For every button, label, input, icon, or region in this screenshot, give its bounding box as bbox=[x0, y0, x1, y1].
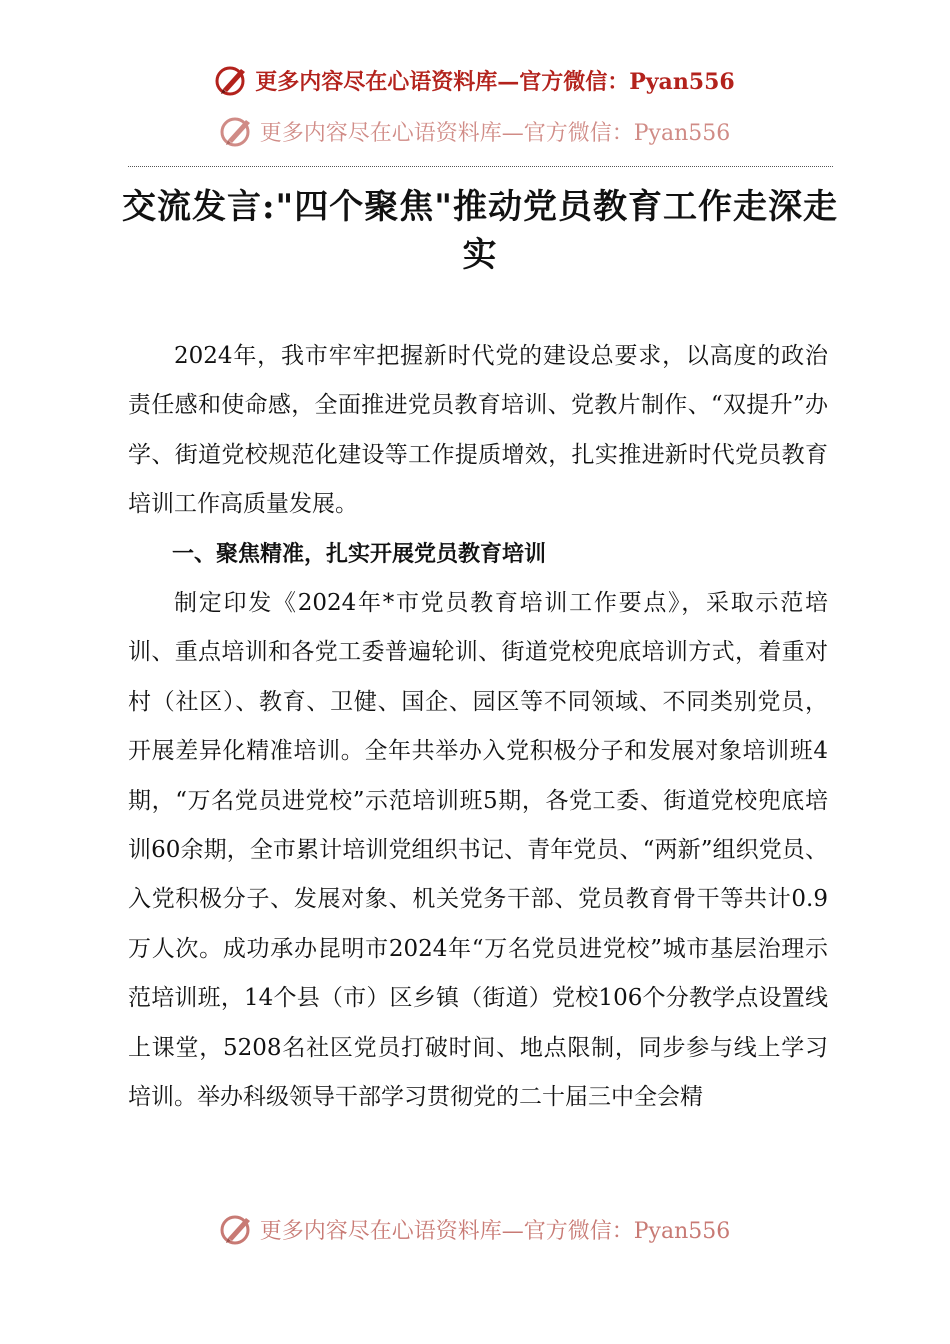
banner-text: 更多内容尽在心语资料库—官方微信：Pyan556 bbox=[255, 68, 735, 95]
footer-banner bbox=[0, 1209, 950, 1249]
pen-logo-icon bbox=[215, 63, 249, 97]
banner-text: 更多内容尽在心语资料库—官方微信：Pyan556 bbox=[259, 1218, 731, 1244]
header-banner-primary bbox=[0, 60, 950, 100]
header-divider bbox=[128, 166, 833, 167]
banner-text: 更多内容尽在心语资料库—官方微信：Pyan556 bbox=[259, 120, 731, 146]
section-heading: 一、聚焦精准，扎实开展党员教育培训 bbox=[172, 541, 547, 567]
body-paragraph: 2024年，我市牢牢把握新时代党的建设总要求，以高度的政治责任感和使命感，全面推进党员教育培训、党教片制作、“双提升”办学、街道党校规范化建设等工作提质增效，扎实推进新时代党员教育培训工作高质量发展。 bbox=[128, 343, 828, 518]
document-body bbox=[128, 332, 828, 1123]
body-paragraph: 制定印发《2024年*市党员教育培训工作要点》，采取示范培训、重点培训和各党工委普遍轮训、街道党校兜底培训方式，着重对村（社区）、教育、卫健、国企、园区等不同领域、不同类别党员，开展差异化精准培训。全年共举办入党积极分子和发展对象培训班4期，“万名党员进党校”示范培训班5期，各党工委、街道党校兜底培训60余期，全市累计培训党组织书记、青年党员、“两新”组织党员、入党积极分子、发展对象、机关党务干部、党员教育骨干等共计0.9万人次。成功承办昆明市2024年“万名党员进党校”城市基层治理示范培训班，14个县（市）区乡镇（街道）党校106个分教学点设置线上课堂，5208名社区党员打破时间、地点限制，同步参与线上学习培训。举办科级领导干部学习贯彻党的二十届三中全会精 bbox=[128, 590, 828, 1111]
pen-logo-icon bbox=[220, 114, 254, 148]
header-banner-secondary bbox=[0, 111, 950, 151]
pen-logo-icon bbox=[220, 1212, 254, 1246]
document-title: 交流发言:"四个聚焦"推动党员教育工作走深走实 bbox=[122, 187, 838, 275]
